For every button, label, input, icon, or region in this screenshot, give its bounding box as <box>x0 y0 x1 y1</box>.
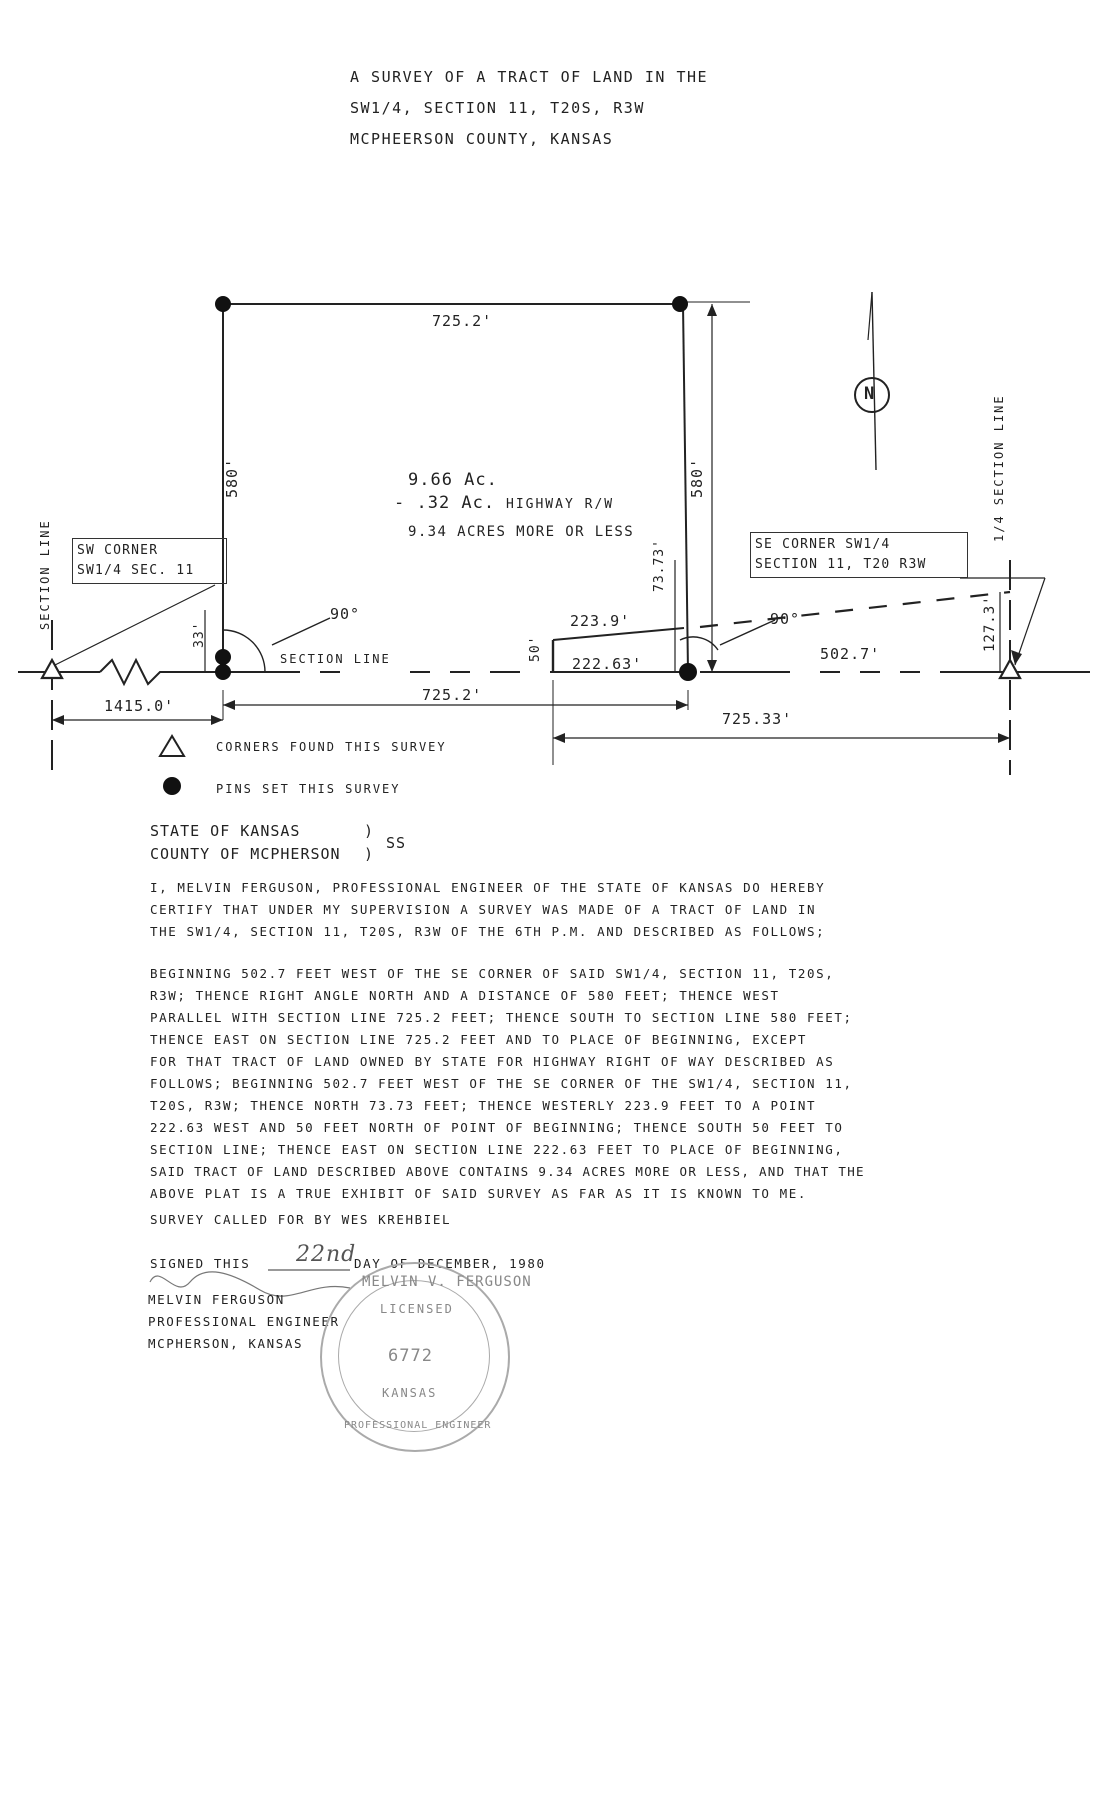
dim-1273: 127.3' <box>982 595 998 652</box>
signed-prefix: SIGNED THIS <box>150 1256 251 1271</box>
engineer-name: MELVIN FERGUSON <box>148 1292 285 1307</box>
dim-33: 33' <box>192 621 207 648</box>
desc-line: ABOVE PLAT IS A TRUE EXHIBIT OF SAID SURVEY AS FAR AS IT IS KNOWN TO ME. <box>150 1186 808 1201</box>
dim-2239: 223.9' <box>570 612 631 630</box>
seal-profession: PROFESSIONAL ENGINEER <box>344 1420 492 1431</box>
corner-found-markers <box>42 660 1020 756</box>
legend-dot-icon <box>163 777 181 795</box>
dim-50: 50' <box>528 635 543 662</box>
seal-state: KANSAS <box>382 1386 438 1400</box>
title-line-3: MCPHEERSON COUNTY, KANSAS <box>350 130 614 148</box>
engineer-title: PROFESSIONAL ENGINEER <box>148 1314 340 1329</box>
desc-line: THENCE EAST ON SECTION LINE 725.2 FEET AND TO PLACE OF BEGINNING, EXCEPT <box>150 1032 808 1047</box>
seal-name: MELVIN V. FERGUSON <box>362 1274 532 1290</box>
desc-line: FOLLOWS; BEGINNING 502.7 FEET WEST OF THE SE CORNER OF THE SW1/4, SECTION 11, <box>150 1076 853 1091</box>
desc-line: R3W; THENCE RIGHT ANGLE NORTH AND A DISTANCE OF 580 FEET; THENCE WEST <box>150 988 780 1003</box>
cert-line: I, MELVIN FERGUSON, PROFESSIONAL ENGINEER OF THE STATE OF KANSAS DO HEREBY <box>150 880 826 895</box>
called-for: SURVEY CALLED FOR BY WES KREHBIEL <box>150 1212 452 1227</box>
pin-icon <box>215 649 231 665</box>
pin-icon <box>672 296 688 312</box>
venue-county: COUNTY OF MCPHERSON <box>150 845 341 863</box>
angle-right: 90° <box>770 610 801 628</box>
north-label: N <box>864 384 876 404</box>
top-dim: 725.2' <box>432 312 493 330</box>
venue-paren-2: ) <box>364 845 375 863</box>
cert-line: CERTIFY THAT UNDER MY SUPERVISION A SURVEY WAS MADE OF A TRACT OF LAND IN <box>150 902 817 917</box>
dim-5027: 502.7' <box>820 645 881 663</box>
dim-bottom-72533: 725.33' <box>722 710 793 728</box>
desc-line: SECTION LINE; THENCE EAST ON SECTION LINE 222.63 FEET TO PLACE OF BEGINNING, <box>150 1142 844 1157</box>
dim-7373: 73.73' <box>652 539 667 592</box>
section-line-left-label: SECTION LINE <box>38 519 52 630</box>
desc-line: FOR THAT TRACT OF LAND OWNED BY STATE FOR HIGHWAY RIGHT OF WAY DESCRIBED AS <box>150 1054 835 1069</box>
pin-icon <box>215 664 231 680</box>
legend-triangle-icon <box>160 736 184 756</box>
desc-line: T20S, R3W; THENCE NORTH 73.73 FEET; THENCE WESTERLY 223.9 FEET TO A POINT <box>150 1098 817 1113</box>
pin-markers <box>163 296 697 795</box>
desc-line: SAID TRACT OF LAND DESCRIBED ABOVE CONTAINS 9.34 ACRES MORE OR LESS, AND THAT THE <box>150 1164 865 1179</box>
pin-icon <box>215 296 231 312</box>
venue-paren-1: ) <box>364 822 375 840</box>
dim-22263: 222.63' <box>572 655 643 673</box>
desc-line: PARALLEL WITH SECTION LINE 725.2 FEET; THENCE SOUTH TO SECTION LINE 580 FEET; <box>150 1010 853 1025</box>
plat-drawing <box>0 0 1096 800</box>
signed-day: 22nd <box>296 1242 357 1267</box>
seal-number: 6772 <box>388 1346 433 1366</box>
title-line-1: A SURVEY OF A TRACT OF LAND IN THE <box>350 68 709 86</box>
area-row: - .32 Ac. <box>394 493 496 513</box>
cert-line: THE SW1/4, SECTION 11, T20S, R3W OF THE 6TH P.M. AND DESCRIBED AS FOLLOWS; <box>150 924 826 939</box>
dim-bottom-7252: 725.2' <box>422 686 483 704</box>
venue-ss: SS <box>386 834 407 852</box>
angle-left: 90° <box>330 605 361 623</box>
triangle-icon <box>1000 660 1020 678</box>
engineer-location: MCPHERSON, KANSAS <box>148 1336 304 1351</box>
area-net: 9.34 ACRES MORE OR LESS <box>408 524 635 540</box>
se-corner-label: SE CORNER SW1/4 SECTION 11, T20 R3W <box>750 532 968 578</box>
legend-triangle-label: CORNERS FOUND THIS SURVEY <box>216 740 447 754</box>
section-line-right-label: 1/4 SECTION LINE <box>992 394 1006 542</box>
desc-line: 222.63 WEST AND 50 FEET NORTH OF POINT OF BEGINNING; THENCE SOUTH 50 FEET TO <box>150 1120 844 1135</box>
legend-dot-label: PINS SET THIS SURVEY <box>216 782 401 796</box>
pin-icon <box>679 663 697 681</box>
title-line-2: SW1/4, SECTION 11, T20S, R3W <box>350 99 645 117</box>
seal-licensed: LICENSED <box>380 1302 454 1316</box>
left-dim: 580' <box>223 457 241 498</box>
section-line-mid-label: SECTION LINE <box>280 652 391 666</box>
signed-suffix: DAY OF DECEMBER, 1980 <box>354 1256 546 1271</box>
right-dim: 580' <box>688 457 706 498</box>
venue-state: STATE OF KANSAS <box>150 822 301 840</box>
sw-corner-label: SW CORNER SW1/4 SEC. 11 <box>72 538 227 584</box>
area-gross: 9.66 Ac. <box>408 470 498 490</box>
dim-1415: 1415.0' <box>104 697 175 715</box>
desc-line: BEGINNING 502.7 FEET WEST OF THE SE CORNER OF SAID SW1/4, SECTION 11, T20S, <box>150 966 835 981</box>
area-row-label: HIGHWAY R/W <box>506 497 615 512</box>
